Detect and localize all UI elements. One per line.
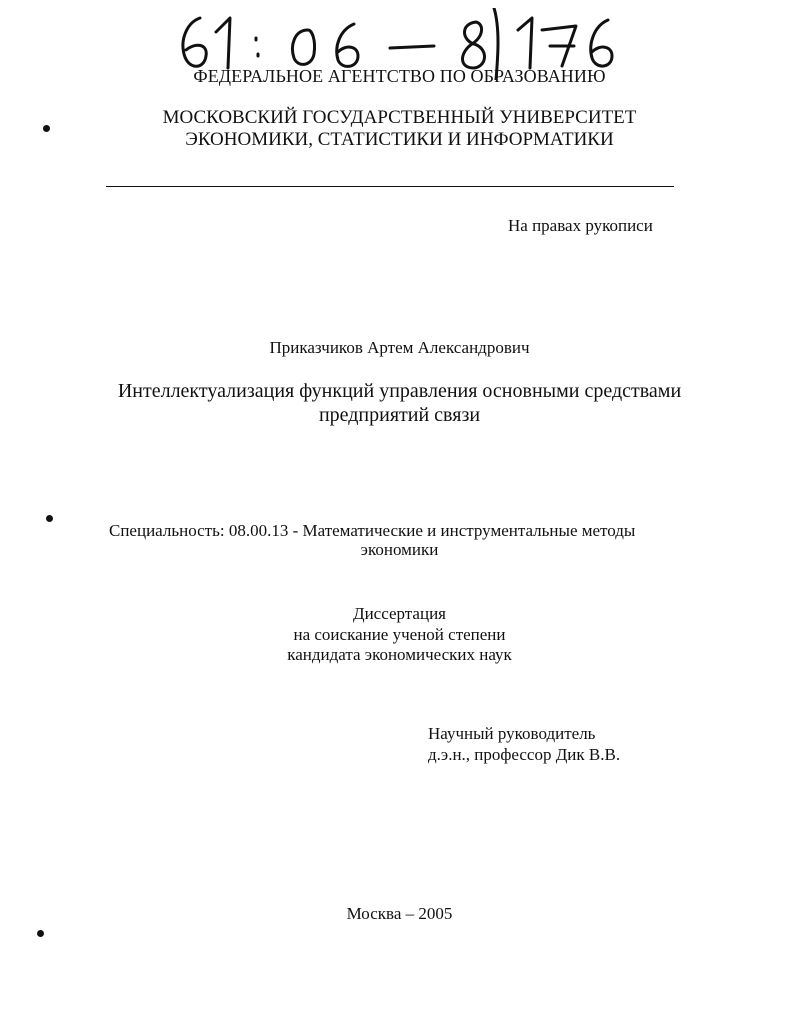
header-divider [106, 186, 674, 187]
thesis-title-line-2: предприятий связи [318, 404, 481, 426]
university-name-line-2: ЭКОНОМИКИ, СТАТИСТИКИ И ИНФОРМАТИКИ [185, 129, 614, 150]
binding-hole-mark-bottom [37, 930, 44, 937]
city-year: Москва – 2005 [346, 904, 453, 923]
dissertation-label: Диссертация [352, 604, 446, 623]
author-name: Приказчиков Артем Александрович [269, 338, 530, 357]
binding-hole-mark-middle [46, 515, 53, 522]
advisor-label: Научный руководитель [428, 724, 596, 743]
university-name-line-1: МОСКОВСКИЙ ГОСУДАРСТВЕННЫЙ УНИВЕРСИТЕТ [162, 107, 637, 128]
degree-purpose-line: на соискание ученой степени [293, 625, 506, 644]
degree-name-line: кандидата экономических наук [287, 645, 512, 664]
advisor-name: д.э.н., профессор Дик В.В. [428, 745, 621, 764]
thesis-title-line-1: Интеллектуализация функций управления основными средствами [117, 380, 682, 402]
binding-hole-mark-top [43, 125, 50, 132]
agency-name: ФЕДЕРАЛЬНОЕ АГЕНТСТВО ПО ОБРАЗОВАНИЮ [193, 66, 606, 86]
rights-note: На правах рукописи [508, 216, 653, 235]
specialty-line-2: экономики [360, 540, 439, 559]
specialty-line-1: Специальность: 08.00.13 - Математические и инструментальные методы [109, 521, 636, 540]
